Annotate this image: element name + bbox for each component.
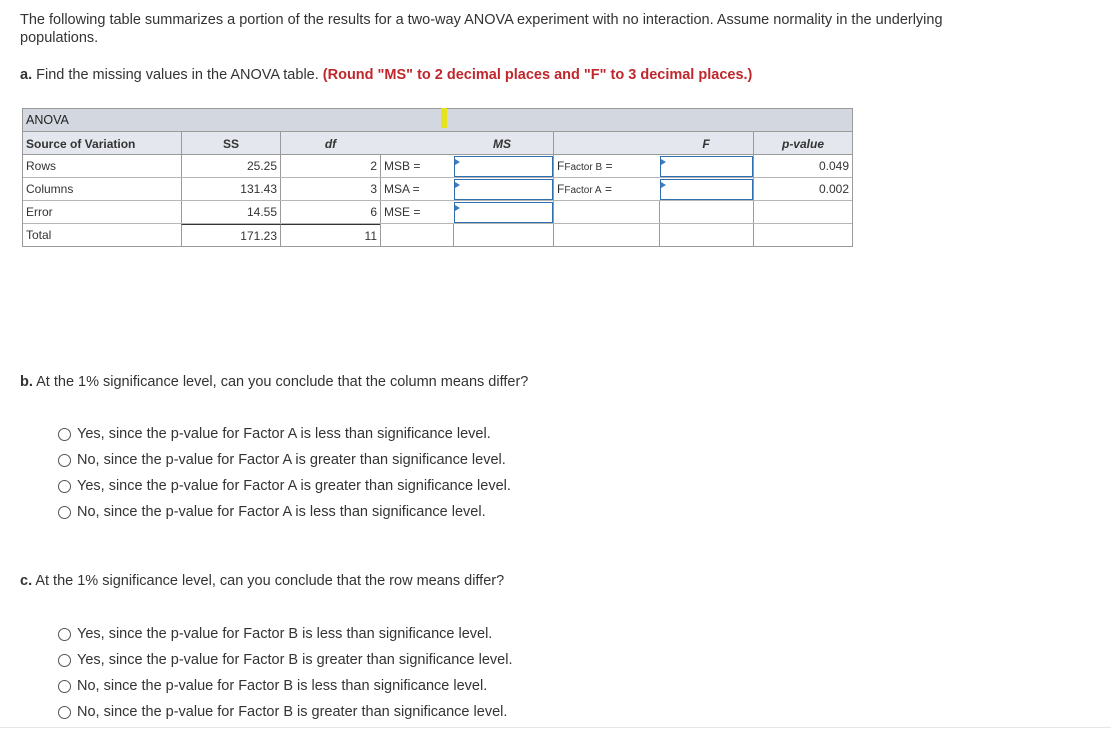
part-b-question: [20, 374, 528, 390]
mse-input[interactable]: [454, 202, 553, 223]
part-c-label: c.: [20, 573, 33, 589]
header-df: df: [280, 132, 380, 154]
table-row: [23, 178, 852, 201]
ms-label: MSA =: [380, 178, 453, 200]
radio-button[interactable]: [58, 654, 71, 667]
option-label: No, since the p-value for Factor B is greater than significance level.: [77, 704, 508, 720]
header-f-blank: [553, 132, 659, 154]
row-df: 6: [280, 201, 380, 223]
radio-button[interactable]: [58, 454, 71, 467]
part-c-option-4[interactable]: [58, 699, 513, 725]
option-label: Yes, since the p-value for Factor A is greater than significance level.: [77, 478, 511, 494]
row-ss: 25.25: [181, 155, 280, 177]
problem-intro: The following table summarizes a portion of the results for a two-way ANOVA experiment with no interaction. Assume normality in the underlying populations.: [20, 12, 943, 46]
f-equals: =: [605, 159, 613, 173]
radio-button[interactable]: [58, 680, 71, 693]
part-c-option-3[interactable]: [58, 673, 513, 699]
empty-cell: [553, 201, 659, 223]
radio-button[interactable]: [58, 480, 71, 493]
header-ms: MS: [493, 137, 511, 151]
part-c-options: [58, 621, 513, 725]
part-b-option-3[interactable]: [58, 473, 511, 499]
empty-cell: [753, 224, 852, 247]
row-ss: 171.23: [181, 224, 280, 247]
row-p-value: 0.049: [753, 155, 852, 177]
row-source: Rows: [26, 159, 57, 173]
table-row: [23, 201, 852, 224]
empty-cell: [380, 224, 453, 247]
row-p-value: 0.002: [753, 178, 852, 200]
msb-input[interactable]: [454, 156, 553, 177]
option-label: No, since the p-value for Factor B is less than significance level.: [77, 678, 488, 694]
empty-cell: [659, 224, 753, 247]
option-label: No, since the p-value for Factor A is less than significance level.: [77, 504, 486, 520]
table-caption: ANOVA: [23, 109, 852, 132]
f-factor-b-input[interactable]: [660, 156, 753, 177]
row-ss: 131.43: [181, 178, 280, 200]
part-b-option-2[interactable]: [58, 447, 511, 473]
f-label: F: [557, 159, 565, 173]
row-source: Total: [26, 228, 52, 242]
part-b-text: At the 1% significance level, can you conclude that the column means differ?: [36, 374, 529, 390]
row-source: Error: [26, 205, 53, 219]
option-label: Yes, since the p-value for Factor B is greater than significance level.: [77, 652, 513, 668]
radio-button[interactable]: [58, 506, 71, 519]
table-row: [23, 224, 852, 247]
radio-button[interactable]: [58, 628, 71, 641]
f-label-cell: [553, 178, 659, 200]
table-row: [23, 155, 852, 178]
highlight-marker: [441, 108, 447, 128]
empty-cell: [553, 224, 659, 247]
msa-input[interactable]: [454, 179, 553, 200]
part-c-option-2[interactable]: [58, 647, 513, 673]
option-label: Yes, since the p-value for Factor A is less than significance level.: [77, 426, 491, 442]
header-ss: SS: [181, 132, 280, 154]
ms-label: MSB =: [380, 155, 453, 177]
table-header-row: [23, 132, 852, 155]
divider: [0, 727, 1111, 728]
row-df: 11: [280, 224, 380, 247]
rounding-instruction: (Round "MS" to 2 decimal places and "F" to 3 decimal places.): [322, 67, 753, 83]
header-f: F: [702, 137, 710, 151]
f-label: F: [557, 182, 565, 196]
empty-cell: [453, 224, 553, 247]
f-subscript: Factor A: [564, 185, 602, 196]
ms-label: MSE =: [380, 201, 453, 223]
part-a-instruction: [20, 66, 752, 84]
empty-cell: [753, 201, 852, 223]
part-a-label: a.: [20, 67, 33, 83]
part-b-option-1[interactable]: [58, 421, 511, 447]
radio-button[interactable]: [58, 428, 71, 441]
option-label: No, since the p-value for Factor A is greater than significance level.: [77, 452, 506, 468]
f-label-cell: [553, 155, 659, 177]
radio-button[interactable]: [58, 706, 71, 719]
part-b-option-4[interactable]: [58, 499, 511, 525]
f-equals: =: [604, 182, 612, 196]
empty-cell: [659, 201, 753, 223]
f-subscript: Factor B: [564, 162, 603, 173]
row-ss: 14.55: [181, 201, 280, 223]
row-df: 3: [280, 178, 380, 200]
option-label: Yes, since the p-value for Factor B is less than significance level.: [77, 626, 493, 642]
part-c-option-1[interactable]: [58, 621, 513, 647]
part-b-label: b.: [20, 374, 33, 390]
part-a-text: Find the missing values in the ANOVA table.: [36, 67, 319, 83]
part-c-text: At the 1% significance level, can you conclude that the row means differ?: [35, 573, 505, 589]
anova-table: [22, 108, 853, 247]
row-source: Columns: [26, 182, 74, 196]
row-df: 2: [280, 155, 380, 177]
part-c-question: [20, 573, 504, 589]
part-b-options: [58, 421, 511, 525]
header-source: Source of Variation: [26, 137, 136, 151]
header-p-value: p-value: [753, 132, 852, 154]
f-factor-a-input[interactable]: [660, 179, 753, 200]
